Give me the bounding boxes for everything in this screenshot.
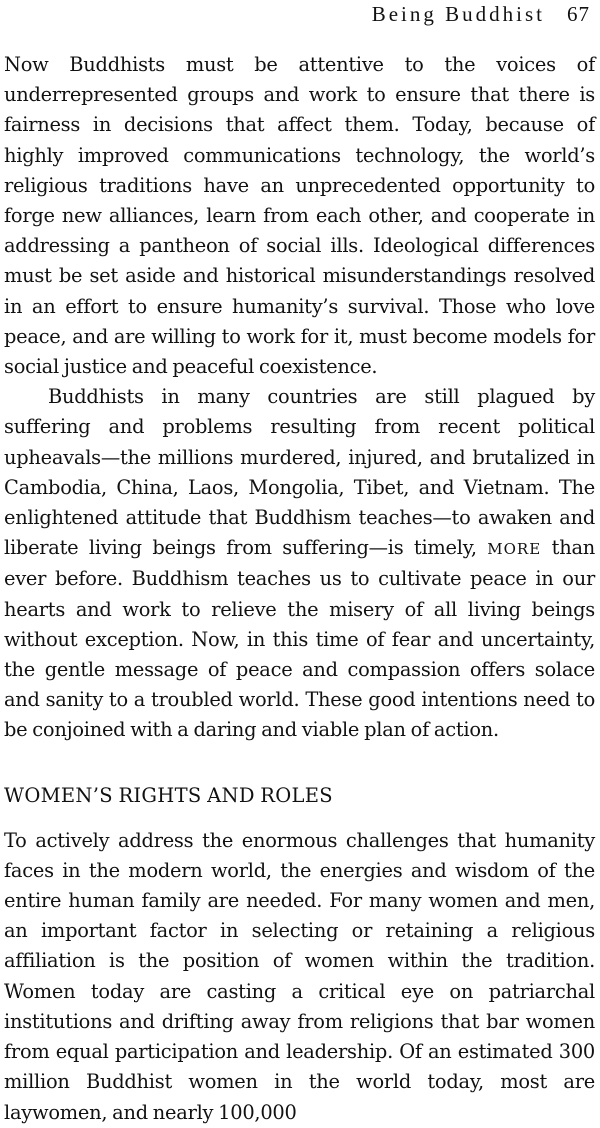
small-caps-word: MORE bbox=[487, 540, 542, 559]
paragraph-text: than ever before. Buddhism teaches us to cultivate peace in our hearts and work to relieve the misery of all living beings without exception. Now, in this time of fear and uncertainty, the gentle message of peace and compassion offers solace and sanity to a troubled world. These good intentions need to be conjoined with a daring and viable plan of action. bbox=[4, 536, 596, 742]
page-number: 67 bbox=[567, 2, 590, 26]
running-header bbox=[0, 2, 590, 26]
paragraph bbox=[4, 382, 595, 745]
section-heading: WOMEN’S RIGHTS AND ROLES bbox=[4, 783, 333, 807]
paragraph: Now Buddhists must be attentive to the voices of underrepresented groups and work to ensure that there is fairness in decisions that affect them. Today, because of highly improved communications technology, the world’s religious traditions have an unprecedented opportunity to forge new alliances, learn from each other, and cooperate in addressing a pantheon of social ills. Ideological differences must be set aside and historical misunderstandings resolved in an effort to ensure humanity’s survival. Those who love peace, and are willing to work for it, must become models for social justice and peaceful coexistence. bbox=[4, 53, 595, 379]
page-body bbox=[4, 50, 595, 1128]
paragraph: To actively address the enormous challenges that humanity faces in the modern world, the energies and wisdom of the entire human family are needed. For many women and men, an important factor in selecting or retaining a religious affiliation is the position of women within the tradition. Women today are casting a critical eye on patriarchal institutions and drifting away from religions that bar women from equal participation and leadership. Of an estimated 300 million Buddhist women in the world today, most are laywomen, and nearly 100,000 bbox=[4, 828, 595, 1124]
running-header-title: Being Buddhist bbox=[371, 2, 545, 26]
paragraph-text: Buddhists in many countries are still plagued by suffering and problems resulting from recent political upheavals—the millions murdered, injured, and brutalized in Cambodia, China, Laos, Mongolia, Tibet, and Vietnam. The enlightened attitude that Buddhism teaches—to awaken and liberate living beings from suffering—is timely, bbox=[4, 385, 595, 560]
